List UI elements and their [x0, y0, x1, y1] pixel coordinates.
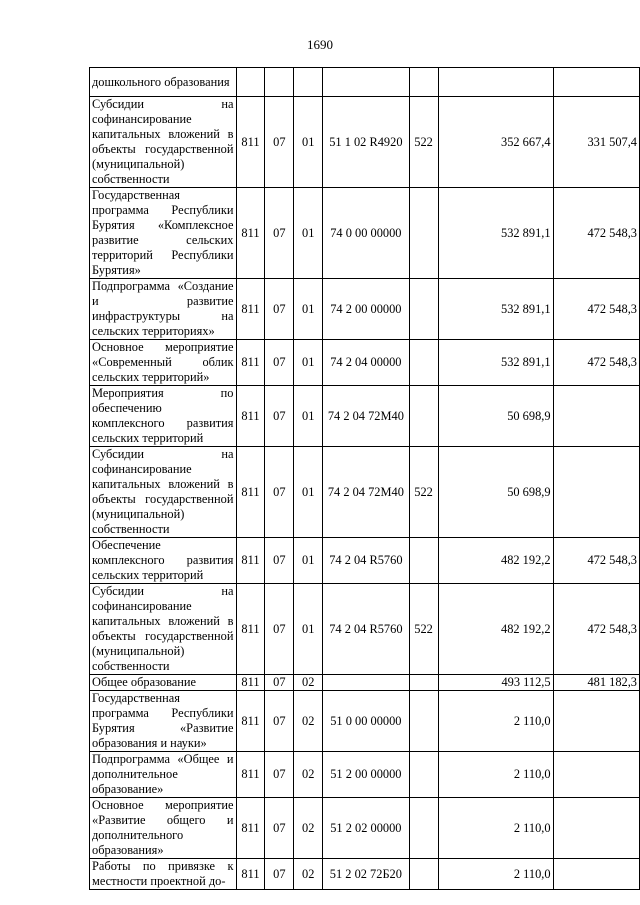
- budget-table: [89, 67, 640, 890]
- subsection-code-cell: 02: [294, 752, 323, 798]
- amount-year2-cell: [553, 386, 639, 447]
- target-article-cell: 51 2 00 00000: [323, 752, 409, 798]
- amount-year1-cell: 50 698,9: [438, 386, 553, 447]
- target-article-cell: 74 2 04 72М40: [323, 386, 409, 447]
- ved-code-cell: 811: [236, 188, 265, 279]
- amount-year2-cell: [553, 447, 639, 538]
- ved-code-cell: 811: [236, 340, 265, 386]
- row-name-cell: Основное мероприятие «Современный облик сельских территорий»: [90, 340, 237, 386]
- table-row: [90, 675, 640, 691]
- amount-year2-cell: [553, 752, 639, 798]
- expense-type-cell: [409, 752, 438, 798]
- expense-type-cell: [409, 538, 438, 584]
- amount-year2-cell: [553, 68, 639, 97]
- table-row: [90, 340, 640, 386]
- target-article-cell: 51 0 00 00000: [323, 691, 409, 752]
- row-name-cell: Работы по привязке к местности проектной до-: [90, 859, 237, 890]
- row-name-cell: Государственная программа Республики Бурятия «Комплексное развитие сельских территорий Республики Бурятия»: [90, 188, 237, 279]
- expense-type-cell: [409, 279, 438, 340]
- target-article-cell: 51 2 02 00000: [323, 798, 409, 859]
- ved-code-cell: 811: [236, 538, 265, 584]
- row-name-cell: Субсидии на софинансирование капитальных вложений в объекты государственной (муниципальной) собственности: [90, 584, 237, 675]
- row-name-cell: Мероприятия по обеспечению комплексного развития сельских территорий: [90, 386, 237, 447]
- expense-type-cell: 522: [409, 447, 438, 538]
- row-name-cell: Основное мероприятие «Развитие общего и дополнительного образования»: [90, 798, 237, 859]
- subsection-code-cell: 01: [294, 386, 323, 447]
- amount-year2-cell: [553, 691, 639, 752]
- expense-type-cell: [409, 68, 438, 97]
- amount-year1-cell: 482 192,2: [438, 584, 553, 675]
- amount-year1-cell: 352 667,4: [438, 97, 553, 188]
- amount-year2-cell: [553, 798, 639, 859]
- subsection-code-cell: 02: [294, 691, 323, 752]
- amount-year1-cell: 493 112,5: [438, 675, 553, 691]
- section-code-cell: 07: [265, 691, 294, 752]
- table-row: [90, 386, 640, 447]
- target-article-cell: 74 2 04 R5760: [323, 538, 409, 584]
- section-code-cell: 07: [265, 584, 294, 675]
- row-name-cell: Государственная программа Республики Бурятия «Развитие образования и науки»: [90, 691, 237, 752]
- row-name-cell: Подпрограмма «Создание и развитие инфраструктуры на сельских территориях»: [90, 279, 237, 340]
- expense-type-cell: [409, 798, 438, 859]
- amount-year1-cell: 50 698,9: [438, 447, 553, 538]
- ved-code-cell: 811: [236, 859, 265, 890]
- section-code-cell: 07: [265, 386, 294, 447]
- table-row: [90, 538, 640, 584]
- ved-code-cell: 811: [236, 798, 265, 859]
- subsection-code-cell: 01: [294, 97, 323, 188]
- amount-year2-cell: 481 182,3: [553, 675, 639, 691]
- ved-code-cell: 811: [236, 447, 265, 538]
- subsection-code-cell: 01: [294, 188, 323, 279]
- table-row: [90, 97, 640, 188]
- ved-code-cell: [236, 68, 265, 97]
- subsection-code-cell: 02: [294, 859, 323, 890]
- subsection-code-cell: 01: [294, 584, 323, 675]
- target-article-cell: [323, 675, 409, 691]
- amount-year2-cell: [553, 859, 639, 890]
- section-code-cell: 07: [265, 188, 294, 279]
- ved-code-cell: 811: [236, 97, 265, 188]
- amount-year1-cell: 532 891,1: [438, 340, 553, 386]
- amount-year2-cell: 472 548,3: [553, 188, 639, 279]
- expense-type-cell: 522: [409, 584, 438, 675]
- section-code-cell: 07: [265, 447, 294, 538]
- amount-year2-cell: 331 507,4: [553, 97, 639, 188]
- row-name-cell: Общее образование: [90, 675, 237, 691]
- table-row: [90, 691, 640, 752]
- target-article-cell: 74 2 00 00000: [323, 279, 409, 340]
- section-code-cell: 07: [265, 538, 294, 584]
- ved-code-cell: 811: [236, 584, 265, 675]
- table-row: [90, 447, 640, 538]
- section-code-cell: 07: [265, 859, 294, 890]
- row-name-cell: Субсидии на софинансирование капитальных вложений в объекты государственной (муниципальной) собственности: [90, 97, 237, 188]
- subsection-code-cell: 01: [294, 538, 323, 584]
- target-article-cell: [323, 68, 409, 97]
- ved-code-cell: 811: [236, 691, 265, 752]
- table-row: [90, 188, 640, 279]
- target-article-cell: 74 2 04 R5760: [323, 584, 409, 675]
- target-article-cell: 51 2 02 72Б20: [323, 859, 409, 890]
- row-name-cell: Субсидии на софинансирование капитальных вложений в объекты государственной (муниципальной) собственности: [90, 447, 237, 538]
- subsection-code-cell: 02: [294, 675, 323, 691]
- amount-year2-cell: 472 548,3: [553, 279, 639, 340]
- amount-year2-cell: 472 548,3: [553, 538, 639, 584]
- amount-year2-cell: 472 548,3: [553, 584, 639, 675]
- expense-type-cell: [409, 859, 438, 890]
- subsection-code-cell: 01: [294, 340, 323, 386]
- target-article-cell: 74 2 04 72М40: [323, 447, 409, 538]
- table-row: [90, 859, 640, 890]
- amount-year1-cell: 2 110,0: [438, 859, 553, 890]
- subsection-code-cell: 01: [294, 279, 323, 340]
- row-name-cell: дошкольного образования: [90, 68, 237, 97]
- section-code-cell: 07: [265, 798, 294, 859]
- table-row: [90, 798, 640, 859]
- expense-type-cell: [409, 386, 438, 447]
- ved-code-cell: 811: [236, 675, 265, 691]
- subsection-code-cell: 01: [294, 447, 323, 538]
- amount-year1-cell: 532 891,1: [438, 188, 553, 279]
- table-row: [90, 584, 640, 675]
- section-code-cell: 07: [265, 675, 294, 691]
- amount-year1-cell: 532 891,1: [438, 279, 553, 340]
- expense-type-cell: [409, 188, 438, 279]
- amount-year1-cell: 482 192,2: [438, 538, 553, 584]
- page-number: 1690: [307, 37, 333, 52]
- table-row: [90, 68, 640, 97]
- amount-year2-cell: 472 548,3: [553, 340, 639, 386]
- row-name-cell: Подпрограмма «Общее и дополнительное образование»: [90, 752, 237, 798]
- table-row: [90, 752, 640, 798]
- subsection-code-cell: [294, 68, 323, 97]
- table-row: [90, 279, 640, 340]
- ved-code-cell: 811: [236, 752, 265, 798]
- target-article-cell: 51 1 02 R4920: [323, 97, 409, 188]
- row-name-cell: Обеспечение комплексного развития сельских территорий: [90, 538, 237, 584]
- expense-type-cell: [409, 691, 438, 752]
- target-article-cell: 74 2 04 00000: [323, 340, 409, 386]
- ved-code-cell: 811: [236, 386, 265, 447]
- amount-year1-cell: 2 110,0: [438, 798, 553, 859]
- section-code-cell: 07: [265, 279, 294, 340]
- expense-type-cell: [409, 340, 438, 386]
- target-article-cell: 74 0 00 00000: [323, 188, 409, 279]
- amount-year1-cell: 2 110,0: [438, 752, 553, 798]
- expense-type-cell: 522: [409, 97, 438, 188]
- amount-year1-cell: 2 110,0: [438, 691, 553, 752]
- section-code-cell: 07: [265, 340, 294, 386]
- expense-type-cell: [409, 675, 438, 691]
- section-code-cell: [265, 68, 294, 97]
- section-code-cell: 07: [265, 97, 294, 188]
- section-code-cell: 07: [265, 752, 294, 798]
- ved-code-cell: 811: [236, 279, 265, 340]
- amount-year1-cell: [438, 68, 553, 97]
- subsection-code-cell: 02: [294, 798, 323, 859]
